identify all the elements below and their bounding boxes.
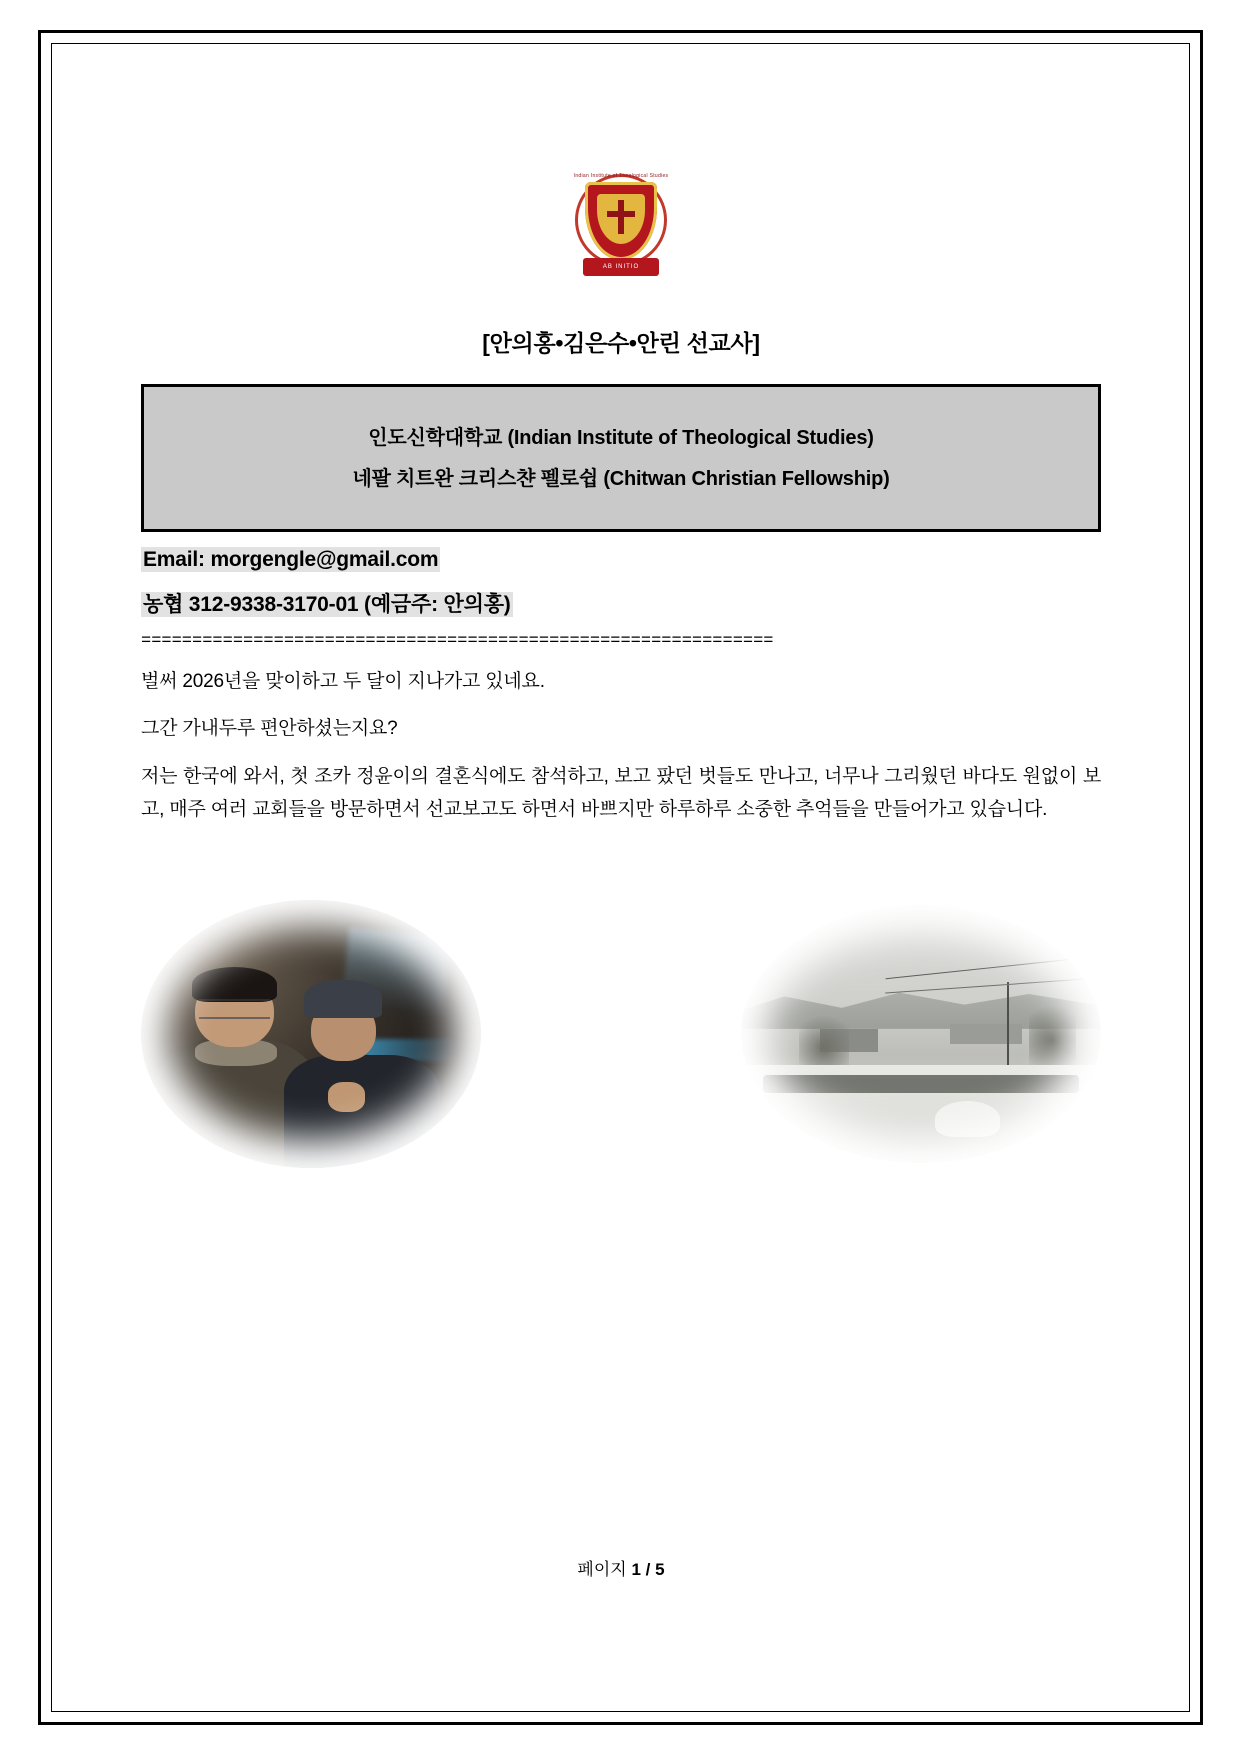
logo-container <box>141 172 1101 295</box>
footer-separator: / <box>645 1560 651 1579</box>
institute-crest-icon <box>569 172 673 290</box>
photo-two-men-indoors <box>141 900 481 1168</box>
organization-line-1: 인도신학대학교 (Indian Institute of Theological Studies) <box>368 427 874 449</box>
bank-account-text: 농협 312-9338-3170-01 (예금주: 안의홍) <box>143 593 511 616</box>
crest-cross-horizontal <box>607 211 635 217</box>
photo-snowy-village <box>741 905 1101 1163</box>
page-footer <box>141 1555 1101 1580</box>
organization-line-2: 네팔 치트완 크리스챤 펠로쉽 (Chitwan Christian Fellowship) <box>352 468 890 490</box>
email-line <box>141 548 1101 572</box>
document-content <box>141 150 1101 1579</box>
paragraph-1: 벌써 2026년을 맞이하고 두 달이 지나가고 있네요. <box>141 671 545 692</box>
crest-banner-text: AB INITIO <box>583 258 659 276</box>
email-text: Email: morgengle@gmail.com <box>143 548 439 571</box>
paragraph-3: 저는 한국에 와서, 첫 조카 정윤이의 결혼식에도 참석하고, 보고 팠던 벗들도 만나고, 너무나 그리웠던 바다도 원없이 보고, 매주 여러 교회들을 방문하면서 선교보고도 하면서 바쁘지만 하루하루 소중한 추억들을 만들어가고 있습니다. <box>141 765 1101 820</box>
paragraph-2: 그간 가내두루 편안하셨는지요? <box>141 718 398 740</box>
footer-prefix: 페이지 <box>577 1560 627 1579</box>
photo-row <box>141 900 1101 1168</box>
footer-current-page: 1 <box>631 1560 641 1579</box>
footer-total-pages: 5 <box>655 1560 665 1579</box>
photo-left-vignette <box>141 900 481 1168</box>
crest-top-text: Indian Institute of Theological Studies <box>573 173 669 179</box>
crest-cross-vertical <box>618 200 624 234</box>
section-divider: ============================================================== <box>141 632 774 651</box>
organization-box <box>141 384 1101 532</box>
photo-right-vignette <box>741 905 1101 1163</box>
page-title: [안의홍•김은수•안린 선교사] <box>482 330 760 356</box>
bank-account-line <box>141 588 1101 618</box>
